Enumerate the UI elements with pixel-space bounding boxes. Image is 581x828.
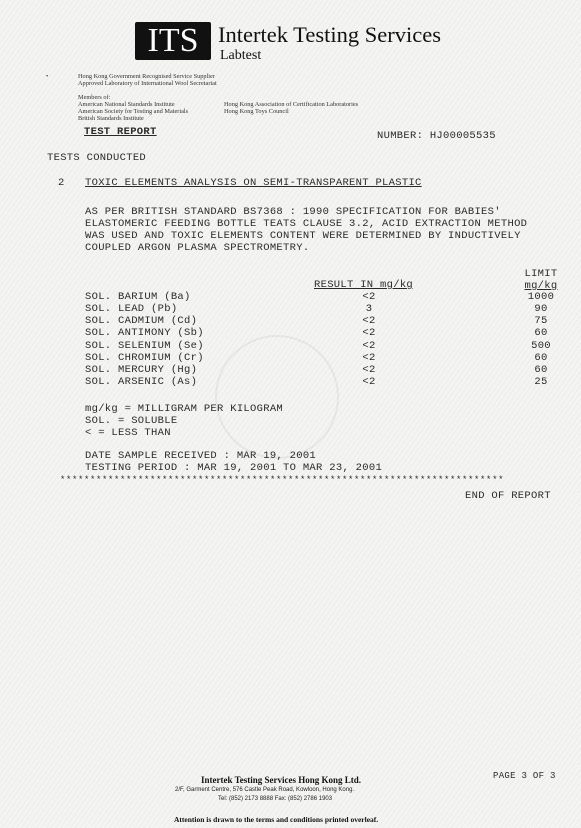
report-number-value: HJ00005535 <box>429 130 496 142</box>
section-number: 2 <box>58 177 65 189</box>
element-name: SOL. SELENIUM (Se) <box>85 340 204 352</box>
note-line: mg/kg = MILLIGRAM PER KILOGRAM <box>85 403 284 415</box>
members-label: Members of: <box>78 94 111 101</box>
bullet-mark: • <box>46 73 49 80</box>
footer-address: 2/F, Garment Centre, 576 Castle Peak Road, Kowloon, Hong Kong. <box>175 787 355 793</box>
element-limit: 75 <box>534 315 548 327</box>
table-row <box>0 315 581 327</box>
element-limit: 500 <box>531 340 551 352</box>
footer-contact: Tel: (852) 2173 8888 Fax: (852) 2786 1903 <box>218 796 333 802</box>
element-name: SOL. BARIUM (Ba) <box>85 291 191 303</box>
testing-period: TESTING PERIOD : MAR 19, 2001 TO MAR 23, 2001 <box>85 462 383 474</box>
end-of-report: END OF REPORT <box>465 490 551 502</box>
member-item: Hong Kong Toys Council <box>224 108 289 115</box>
element-result: <2 <box>362 376 376 388</box>
element-limit: 25 <box>534 376 548 388</box>
element-name: SOL. CHROMIUM (Cr) <box>85 352 204 364</box>
element-result: <2 <box>362 291 376 303</box>
company-name: Intertek Testing Services <box>218 22 441 47</box>
watermark-stamp <box>215 335 339 459</box>
footer-note: Attention is drawn to the terms and conditions printed overleaf. <box>174 815 379 824</box>
section-title: TOXIC ELEMENTS ANALYSIS ON SEMI-TRANSPARENT PLASTIC <box>85 177 422 189</box>
footer-company: Intertek Testing Services Hong Kong Ltd. <box>201 775 362 785</box>
method-line: COUPLED ARGON PLASMA SPECTROMETRY. <box>85 242 310 254</box>
division-name: Labtest <box>220 48 262 63</box>
report-title: TEST REPORT <box>84 126 157 138</box>
page-number: PAGE 3 OF 3 <box>493 771 556 781</box>
limit-header: LIMIT <box>524 268 558 280</box>
separator-line: ************************************************************************** <box>60 475 505 485</box>
result-header: RESULT IN mg/kg <box>314 279 414 291</box>
element-name: SOL. MERCURY (Hg) <box>85 364 198 376</box>
note-line: SOL. = SOLUBLE <box>85 415 178 427</box>
method-line: AS PER BRITISH STANDARD BS7368 : 1990 SPECIFICATION FOR BABIES' <box>85 206 501 218</box>
member-item: British Standards Institute <box>78 115 144 122</box>
table-row <box>0 291 581 303</box>
element-result: <2 <box>362 315 376 327</box>
note-line: < = LESS THAN <box>85 427 171 439</box>
element-name: SOL. CADMIUM (Cd) <box>85 315 198 327</box>
element-name: SOL. ANTIMONY (Sb) <box>85 327 204 339</box>
table-row <box>0 303 581 315</box>
member-item: American National Standards Institute <box>78 101 175 108</box>
report-number-label: NUMBER: <box>377 130 424 142</box>
element-limit: 1000 <box>527 291 555 303</box>
element-name: SOL. ARSENIC (As) <box>85 376 198 388</box>
element-limit: 60 <box>534 352 548 364</box>
method-line: WAS USED AND TOXIC ELEMENTS CONTENT WERE DETERMINED BY INDUCTIVELY <box>85 230 521 242</box>
date-received: DATE SAMPLE RECEIVED : MAR 19, 2001 <box>85 450 317 462</box>
method-line: ELASTOMERIC FEEDING BOTTLE TEATS CLAUSE 3.2, ACID EXTRACTION METHOD <box>85 218 528 230</box>
member-item: Hong Kong Association of Certification Laboratories <box>224 101 359 108</box>
accreditation-line: Approved Laboratory of International Wool Secretariat <box>78 80 217 87</box>
element-result: <2 <box>362 327 376 339</box>
element-name: SOL. LEAD (Pb) <box>85 303 178 315</box>
element-result: <2 <box>362 340 376 352</box>
member-item: American Society for Testing and Materials <box>78 108 189 115</box>
element-result: <2 <box>362 364 376 376</box>
element-result: <2 <box>362 352 376 364</box>
element-limit: 60 <box>534 364 548 376</box>
its-logo: ITS <box>135 22 211 60</box>
element-limit: 90 <box>534 303 548 315</box>
report-number <box>377 130 496 142</box>
element-result: 3 <box>365 303 373 315</box>
element-limit: 60 <box>534 327 548 339</box>
limit-unit-header: mg/kg <box>524 280 558 292</box>
tests-conducted-label: TESTS CONDUCTED <box>47 152 147 164</box>
accreditation-line: Hong Kong Government Recognised Service Supplier <box>78 73 215 80</box>
